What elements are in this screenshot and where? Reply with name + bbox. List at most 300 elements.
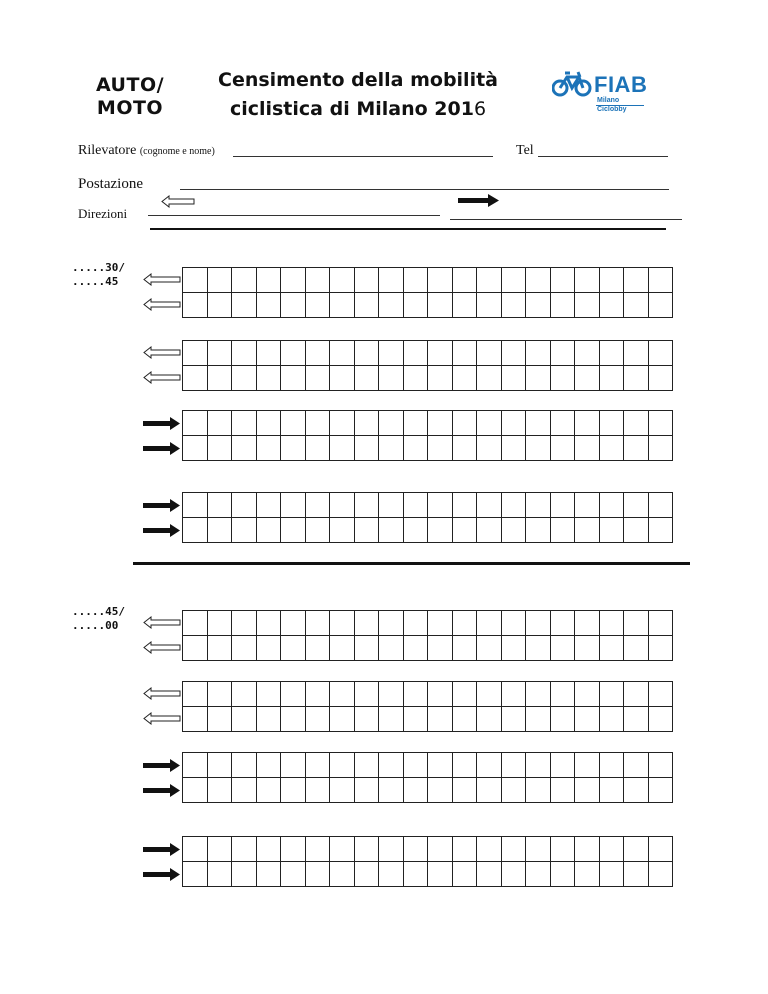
count-cell[interactable]: [207, 682, 232, 707]
count-cell[interactable]: [624, 682, 649, 707]
count-cell[interactable]: [452, 778, 477, 803]
count-cell[interactable]: [183, 436, 208, 461]
count-cell[interactable]: [477, 293, 502, 318]
count-cell[interactable]: [452, 366, 477, 391]
count-cell[interactable]: [452, 293, 477, 318]
count-cell[interactable]: [207, 436, 232, 461]
direzione-left-field[interactable]: [148, 215, 440, 216]
count-cell[interactable]: [207, 611, 232, 636]
count-cell[interactable]: [624, 268, 649, 293]
tel-field[interactable]: [538, 156, 668, 157]
count-cell[interactable]: [599, 436, 624, 461]
count-cell[interactable]: [403, 611, 428, 636]
count-cell[interactable]: [599, 707, 624, 732]
count-cell[interactable]: [207, 778, 232, 803]
count-cell[interactable]: [403, 293, 428, 318]
count-cell[interactable]: [428, 707, 453, 732]
count-cell[interactable]: [232, 611, 257, 636]
count-cell[interactable]: [256, 862, 281, 887]
count-cell[interactable]: [183, 411, 208, 436]
count-cell[interactable]: [428, 436, 453, 461]
count-cell[interactable]: [183, 753, 208, 778]
count-cell[interactable]: [428, 366, 453, 391]
count-cell[interactable]: [232, 366, 257, 391]
rilevatore-field[interactable]: [233, 156, 493, 157]
count-cell[interactable]: [428, 682, 453, 707]
count-cell[interactable]: [550, 366, 575, 391]
count-cell[interactable]: [575, 682, 600, 707]
count-cell[interactable]: [403, 493, 428, 518]
count-cell[interactable]: [599, 636, 624, 661]
count-cell[interactable]: [379, 518, 404, 543]
count-cell[interactable]: [256, 268, 281, 293]
count-cell[interactable]: [379, 341, 404, 366]
count-cell[interactable]: [183, 837, 208, 862]
count-cell[interactable]: [354, 636, 379, 661]
count-cell[interactable]: [477, 493, 502, 518]
count-cell[interactable]: [354, 493, 379, 518]
count-cell[interactable]: [305, 268, 330, 293]
count-cell[interactable]: [648, 341, 673, 366]
count-cell[interactable]: [281, 293, 306, 318]
count-cell[interactable]: [354, 837, 379, 862]
count-cell[interactable]: [624, 411, 649, 436]
count-cell[interactable]: [575, 268, 600, 293]
count-cell[interactable]: [575, 753, 600, 778]
count-cell[interactable]: [330, 862, 355, 887]
count-cell[interactable]: [281, 268, 306, 293]
count-cell[interactable]: [575, 518, 600, 543]
count-cell[interactable]: [354, 293, 379, 318]
count-cell[interactable]: [477, 636, 502, 661]
count-cell[interactable]: [305, 293, 330, 318]
count-cell[interactable]: [526, 611, 551, 636]
count-cell[interactable]: [256, 341, 281, 366]
count-cell[interactable]: [305, 753, 330, 778]
count-cell[interactable]: [624, 753, 649, 778]
count-cell[interactable]: [256, 518, 281, 543]
count-cell[interactable]: [305, 341, 330, 366]
count-cell[interactable]: [648, 411, 673, 436]
count-cell[interactable]: [477, 341, 502, 366]
count-cell[interactable]: [403, 366, 428, 391]
count-cell[interactable]: [624, 707, 649, 732]
count-cell[interactable]: [428, 636, 453, 661]
count-cell[interactable]: [477, 862, 502, 887]
count-cell[interactable]: [281, 636, 306, 661]
count-cell[interactable]: [403, 707, 428, 732]
count-cell[interactable]: [599, 493, 624, 518]
count-cell[interactable]: [477, 518, 502, 543]
count-cell[interactable]: [183, 293, 208, 318]
count-cell[interactable]: [428, 611, 453, 636]
count-cell[interactable]: [256, 366, 281, 391]
count-cell[interactable]: [379, 293, 404, 318]
count-cell[interactable]: [403, 518, 428, 543]
count-cell[interactable]: [330, 436, 355, 461]
count-cell[interactable]: [550, 837, 575, 862]
count-cell[interactable]: [207, 753, 232, 778]
count-cell[interactable]: [232, 411, 257, 436]
count-cell[interactable]: [305, 778, 330, 803]
count-cell[interactable]: [599, 778, 624, 803]
count-cell[interactable]: [599, 611, 624, 636]
count-cell[interactable]: [330, 707, 355, 732]
count-cell[interactable]: [648, 493, 673, 518]
count-cell[interactable]: [330, 778, 355, 803]
count-cell[interactable]: [256, 411, 281, 436]
count-cell[interactable]: [207, 293, 232, 318]
count-cell[interactable]: [403, 268, 428, 293]
count-cell[interactable]: [452, 636, 477, 661]
count-cell[interactable]: [477, 837, 502, 862]
count-cell[interactable]: [403, 837, 428, 862]
count-cell[interactable]: [330, 366, 355, 391]
count-cell[interactable]: [403, 682, 428, 707]
count-cell[interactable]: [501, 837, 526, 862]
count-cell[interactable]: [207, 707, 232, 732]
count-cell[interactable]: [281, 611, 306, 636]
count-cell[interactable]: [232, 436, 257, 461]
count-cell[interactable]: [183, 518, 208, 543]
count-cell[interactable]: [183, 778, 208, 803]
count-cell[interactable]: [550, 753, 575, 778]
count-cell[interactable]: [575, 862, 600, 887]
count-cell[interactable]: [575, 493, 600, 518]
count-cell[interactable]: [550, 518, 575, 543]
count-cell[interactable]: [526, 682, 551, 707]
count-cell[interactable]: [526, 778, 551, 803]
count-cell[interactable]: [501, 518, 526, 543]
count-cell[interactable]: [183, 366, 208, 391]
count-cell[interactable]: [305, 682, 330, 707]
count-cell[interactable]: [477, 411, 502, 436]
count-cell[interactable]: [501, 636, 526, 661]
count-cell[interactable]: [379, 707, 404, 732]
count-cell[interactable]: [232, 518, 257, 543]
count-cell[interactable]: [256, 837, 281, 862]
count-cell[interactable]: [256, 636, 281, 661]
count-cell[interactable]: [648, 682, 673, 707]
count-cell[interactable]: [354, 682, 379, 707]
count-cell[interactable]: [207, 268, 232, 293]
count-cell[interactable]: [183, 862, 208, 887]
count-cell[interactable]: [379, 682, 404, 707]
count-cell[interactable]: [550, 293, 575, 318]
count-cell[interactable]: [624, 493, 649, 518]
count-cell[interactable]: [648, 293, 673, 318]
count-cell[interactable]: [526, 518, 551, 543]
count-cell[interactable]: [330, 293, 355, 318]
count-cell[interactable]: [501, 611, 526, 636]
count-cell[interactable]: [477, 682, 502, 707]
count-cell[interactable]: [599, 411, 624, 436]
count-cell[interactable]: [305, 636, 330, 661]
count-cell[interactable]: [550, 493, 575, 518]
count-cell[interactable]: [599, 682, 624, 707]
count-cell[interactable]: [550, 341, 575, 366]
count-cell[interactable]: [281, 518, 306, 543]
count-cell[interactable]: [281, 341, 306, 366]
count-cell[interactable]: [477, 778, 502, 803]
count-cell[interactable]: [183, 611, 208, 636]
count-cell[interactable]: [379, 753, 404, 778]
count-cell[interactable]: [599, 753, 624, 778]
count-cell[interactable]: [648, 862, 673, 887]
count-cell[interactable]: [354, 411, 379, 436]
count-cell[interactable]: [207, 341, 232, 366]
count-cell[interactable]: [575, 611, 600, 636]
count-cell[interactable]: [232, 293, 257, 318]
count-cell[interactable]: [575, 293, 600, 318]
count-cell[interactable]: [550, 862, 575, 887]
count-cell[interactable]: [330, 837, 355, 862]
count-cell[interactable]: [526, 753, 551, 778]
count-cell[interactable]: [501, 753, 526, 778]
count-cell[interactable]: [526, 268, 551, 293]
count-cell[interactable]: [428, 493, 453, 518]
count-cell[interactable]: [305, 366, 330, 391]
count-cell[interactable]: [575, 636, 600, 661]
count-cell[interactable]: [281, 493, 306, 518]
count-cell[interactable]: [379, 268, 404, 293]
count-cell[interactable]: [379, 837, 404, 862]
count-cell[interactable]: [550, 268, 575, 293]
count-cell[interactable]: [526, 411, 551, 436]
count-cell[interactable]: [550, 682, 575, 707]
count-cell[interactable]: [305, 436, 330, 461]
count-cell[interactable]: [452, 682, 477, 707]
count-cell[interactable]: [232, 341, 257, 366]
count-cell[interactable]: [354, 341, 379, 366]
count-cell[interactable]: [232, 493, 257, 518]
count-cell[interactable]: [550, 411, 575, 436]
count-cell[interactable]: [403, 753, 428, 778]
count-cell[interactable]: [599, 341, 624, 366]
count-cell[interactable]: [624, 341, 649, 366]
count-cell[interactable]: [379, 366, 404, 391]
count-cell[interactable]: [232, 707, 257, 732]
count-cell[interactable]: [232, 636, 257, 661]
count-cell[interactable]: [207, 518, 232, 543]
count-cell[interactable]: [379, 636, 404, 661]
count-cell[interactable]: [330, 611, 355, 636]
count-cell[interactable]: [477, 611, 502, 636]
count-cell[interactable]: [256, 493, 281, 518]
count-cell[interactable]: [207, 411, 232, 436]
count-cell[interactable]: [624, 778, 649, 803]
count-cell[interactable]: [354, 611, 379, 636]
count-cell[interactable]: [354, 268, 379, 293]
count-cell[interactable]: [281, 411, 306, 436]
count-cell[interactable]: [477, 753, 502, 778]
count-cell[interactable]: [599, 837, 624, 862]
count-cell[interactable]: [428, 862, 453, 887]
count-cell[interactable]: [183, 636, 208, 661]
count-cell[interactable]: [428, 778, 453, 803]
count-cell[interactable]: [550, 436, 575, 461]
count-cell[interactable]: [330, 636, 355, 661]
count-cell[interactable]: [550, 611, 575, 636]
count-cell[interactable]: [648, 707, 673, 732]
count-cell[interactable]: [330, 341, 355, 366]
count-cell[interactable]: [403, 862, 428, 887]
count-cell[interactable]: [599, 366, 624, 391]
count-cell[interactable]: [305, 493, 330, 518]
count-cell[interactable]: [354, 707, 379, 732]
count-cell[interactable]: [477, 436, 502, 461]
count-cell[interactable]: [305, 611, 330, 636]
count-cell[interactable]: [575, 436, 600, 461]
count-cell[interactable]: [354, 862, 379, 887]
count-cell[interactable]: [452, 837, 477, 862]
count-cell[interactable]: [305, 837, 330, 862]
count-cell[interactable]: [281, 707, 306, 732]
count-cell[interactable]: [624, 436, 649, 461]
count-cell[interactable]: [624, 293, 649, 318]
count-cell[interactable]: [526, 436, 551, 461]
count-cell[interactable]: [501, 778, 526, 803]
count-cell[interactable]: [403, 778, 428, 803]
count-cell[interactable]: [648, 366, 673, 391]
count-cell[interactable]: [477, 366, 502, 391]
count-cell[interactable]: [452, 493, 477, 518]
count-cell[interactable]: [232, 753, 257, 778]
count-cell[interactable]: [501, 268, 526, 293]
count-cell[interactable]: [428, 341, 453, 366]
count-cell[interactable]: [354, 518, 379, 543]
count-cell[interactable]: [477, 268, 502, 293]
count-cell[interactable]: [354, 753, 379, 778]
count-cell[interactable]: [256, 436, 281, 461]
count-cell[interactable]: [501, 293, 526, 318]
count-cell[interactable]: [330, 411, 355, 436]
count-cell[interactable]: [207, 636, 232, 661]
count-cell[interactable]: [452, 268, 477, 293]
count-cell[interactable]: [354, 778, 379, 803]
count-cell[interactable]: [501, 707, 526, 732]
count-cell[interactable]: [379, 493, 404, 518]
count-cell[interactable]: [379, 436, 404, 461]
count-cell[interactable]: [281, 862, 306, 887]
count-cell[interactable]: [452, 411, 477, 436]
count-cell[interactable]: [526, 837, 551, 862]
count-cell[interactable]: [648, 778, 673, 803]
count-cell[interactable]: [207, 862, 232, 887]
count-cell[interactable]: [428, 518, 453, 543]
count-cell[interactable]: [428, 268, 453, 293]
count-cell[interactable]: [354, 366, 379, 391]
count-cell[interactable]: [501, 411, 526, 436]
count-cell[interactable]: [501, 493, 526, 518]
count-cell[interactable]: [575, 707, 600, 732]
count-cell[interactable]: [354, 436, 379, 461]
count-cell[interactable]: [599, 518, 624, 543]
count-cell[interactable]: [624, 636, 649, 661]
count-cell[interactable]: [624, 837, 649, 862]
count-cell[interactable]: [575, 778, 600, 803]
count-cell[interactable]: [207, 366, 232, 391]
count-cell[interactable]: [526, 636, 551, 661]
count-cell[interactable]: [501, 341, 526, 366]
count-cell[interactable]: [183, 682, 208, 707]
count-cell[interactable]: [256, 611, 281, 636]
count-cell[interactable]: [305, 707, 330, 732]
count-cell[interactable]: [183, 707, 208, 732]
count-cell[interactable]: [526, 366, 551, 391]
count-cell[interactable]: [599, 268, 624, 293]
count-cell[interactable]: [256, 753, 281, 778]
count-cell[interactable]: [428, 293, 453, 318]
count-cell[interactable]: [281, 778, 306, 803]
count-cell[interactable]: [526, 493, 551, 518]
count-cell[interactable]: [281, 837, 306, 862]
count-cell[interactable]: [403, 411, 428, 436]
count-cell[interactable]: [256, 778, 281, 803]
count-cell[interactable]: [232, 862, 257, 887]
count-cell[interactable]: [575, 837, 600, 862]
count-cell[interactable]: [379, 411, 404, 436]
count-cell[interactable]: [624, 366, 649, 391]
count-cell[interactable]: [452, 611, 477, 636]
count-cell[interactable]: [550, 778, 575, 803]
count-cell[interactable]: [403, 436, 428, 461]
count-cell[interactable]: [452, 707, 477, 732]
count-cell[interactable]: [281, 366, 306, 391]
count-cell[interactable]: [256, 293, 281, 318]
count-cell[interactable]: [232, 682, 257, 707]
count-cell[interactable]: [575, 366, 600, 391]
count-cell[interactable]: [501, 366, 526, 391]
count-cell[interactable]: [281, 682, 306, 707]
count-cell[interactable]: [501, 682, 526, 707]
count-cell[interactable]: [452, 753, 477, 778]
count-cell[interactable]: [575, 411, 600, 436]
count-cell[interactable]: [379, 611, 404, 636]
count-cell[interactable]: [207, 493, 232, 518]
count-cell[interactable]: [526, 341, 551, 366]
count-cell[interactable]: [256, 707, 281, 732]
count-cell[interactable]: [183, 268, 208, 293]
count-cell[interactable]: [648, 611, 673, 636]
count-cell[interactable]: [501, 862, 526, 887]
count-cell[interactable]: [330, 493, 355, 518]
count-cell[interactable]: [403, 341, 428, 366]
direzione-right-field[interactable]: [450, 219, 682, 220]
count-cell[interactable]: [452, 436, 477, 461]
count-cell[interactable]: [550, 636, 575, 661]
count-cell[interactable]: [526, 293, 551, 318]
count-cell[interactable]: [648, 518, 673, 543]
postazione-field[interactable]: [180, 189, 669, 190]
count-cell[interactable]: [477, 707, 502, 732]
count-cell[interactable]: [428, 411, 453, 436]
count-cell[interactable]: [232, 778, 257, 803]
count-cell[interactable]: [624, 862, 649, 887]
count-cell[interactable]: [428, 837, 453, 862]
count-cell[interactable]: [648, 636, 673, 661]
count-cell[interactable]: [232, 268, 257, 293]
count-cell[interactable]: [648, 268, 673, 293]
count-cell[interactable]: [330, 682, 355, 707]
count-cell[interactable]: [526, 862, 551, 887]
count-cell[interactable]: [575, 341, 600, 366]
count-cell[interactable]: [256, 682, 281, 707]
count-cell[interactable]: [330, 753, 355, 778]
count-cell[interactable]: [501, 436, 526, 461]
count-cell[interactable]: [624, 611, 649, 636]
count-cell[interactable]: [330, 268, 355, 293]
